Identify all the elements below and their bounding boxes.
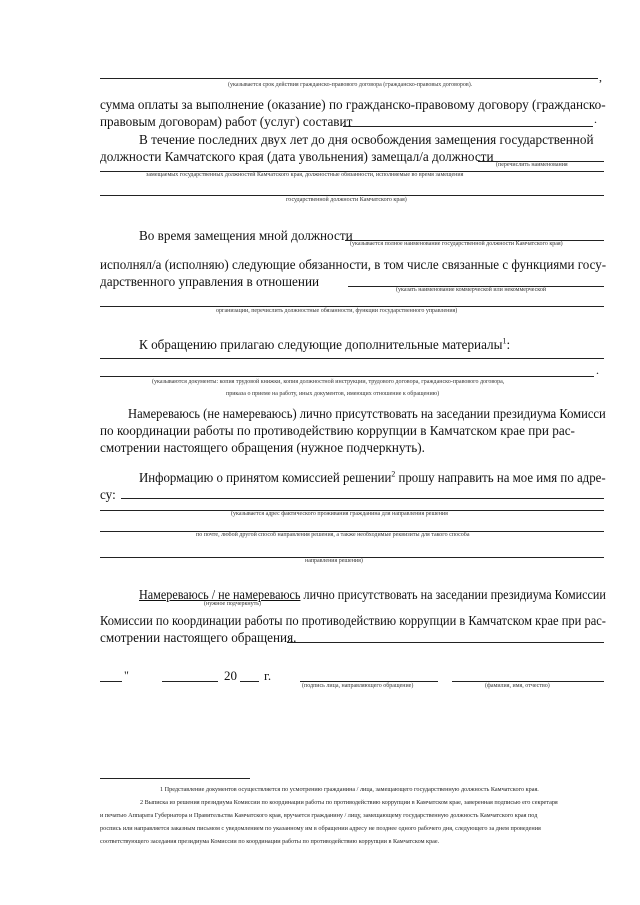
intent-text-2: Комиссии по координации работы по противодействию коррупции в Камчатском крае при рас-: [100, 613, 606, 628]
date-year-suffix: г.: [264, 668, 272, 683]
footnote-separator: [100, 778, 250, 779]
footnote-ref-2: 2: [391, 469, 396, 479]
intent-rest: лично присутствовать на заседании президиума Комиссии: [303, 587, 606, 602]
intent-fill-line[interactable]: [287, 642, 604, 643]
info-label-a: Информацию о принятом комиссией решении: [139, 470, 392, 485]
footnote-2-line-1: 2 Выписка из решения президиума Комиссии по координации работы по противодействию коррупции в Камчатском крае, заверенная подписью его секретаря: [140, 799, 558, 806]
address-caption-post: по почте, любой другой способ направления решения, а также необходимые реквизиты для такого способа: [196, 532, 470, 538]
signature-line[interactable]: [300, 681, 438, 682]
org-caption-1: (указать наименование коммерческой или некоммерческой: [396, 287, 547, 293]
term-line-comma: ,: [599, 70, 602, 84]
presence-text-2: по координации работы по противодействию коррупции в Камчатском крае при рас-: [100, 423, 575, 438]
attach-caption-1: (указываются документы: копия трудовой книжки, копия должностной инструкции, трудового договора, гражданско-правового договора,: [152, 379, 505, 385]
attach-caption-2: приказа о приеме на работу, иных документов, имеющих отношение к обращению): [226, 391, 440, 397]
duties-text-1: исполнял/а (исполняю) следующие обязанности, в том числе связанные с функциями госу-: [100, 257, 607, 272]
attach-label: К обращению прилагаю следующие дополнительные материалы: [139, 337, 503, 352]
info-label-b: прошу направить на мое имя по адре-: [398, 470, 606, 485]
positions-caption-name: государственной должности Камчатского края): [286, 197, 407, 203]
payment-dot: .: [594, 112, 597, 126]
date-day-line-left[interactable]: [100, 681, 122, 682]
term-caption: (указывается срок действия гражданско-правового договора (гражданско-правовых договоров).: [228, 82, 473, 88]
attach-dot: .: [596, 363, 599, 377]
info-text-1: [139, 469, 606, 486]
date-year-line[interactable]: [240, 681, 259, 682]
address-line-1[interactable]: [121, 498, 604, 499]
position-name-caption: (указывается полное наименование государственной должности Камчатского края): [350, 241, 563, 247]
during-text: Во время замещения мной должности: [139, 228, 353, 243]
positions-caption-list: (перечислить наименования: [496, 162, 568, 168]
tenure-text-2: должности Камчатского края (дата увольнения) замещал/а должности: [100, 149, 494, 164]
footnote-ref-1: 1: [502, 336, 507, 346]
payment-text-2: правовым договорам) работ (услуг) составит: [100, 114, 353, 129]
attach-line-1[interactable]: [100, 358, 604, 359]
full-name-line[interactable]: [452, 681, 604, 682]
intent-choice[interactable]: Намереваюсь / не намереваюсь: [139, 587, 301, 602]
footnote-2-line-3: роспись или направляется заказным письмом с уведомлением по указанному им в обращении адресу не позднее одного рабочего дня, следующего за днем проведения: [100, 825, 541, 832]
full-name-caption: (фамилия, имя, отчество): [485, 683, 550, 689]
footnote-2-line-4: соответствующего заседания президиума Комиссии по координации работы по противодействию коррупции в Камчатском крае.: [100, 838, 440, 845]
attach-text: К обращению прилагаю следующие дополнительные материалы$^1$:: [139, 336, 511, 352]
positions-line-3[interactable]: [100, 195, 604, 196]
term-line[interactable]: [100, 78, 598, 79]
payment-text-1: сумма оплаты за выполнение (оказание) по гражданско-правовому договору (гражданско-: [100, 97, 606, 112]
footnote-2-line-2: и печатью Аппарата Губернатора и Правительства Камчатского края, вручается гражданину / лицу, замещающему государственную должность Камчатского края под: [100, 812, 538, 819]
tenure-text-1: В течение последних двух лет до дня освобождения замещения государственной: [139, 132, 594, 147]
org-caption-2: организации, перечислить должностные обязанности, функции государственного управления): [216, 308, 458, 314]
positions-caption: замещаемых государственных должностей Камчатского края, должностные обязанности, исполняемые во время замещения: [146, 172, 464, 178]
intent-text-3: смотрении настоящего обращения.: [100, 630, 297, 645]
duties-text-2: дарственного управления в отношении: [100, 274, 320, 289]
date-month-line[interactable]: [162, 681, 218, 682]
info-text-2: су:: [100, 487, 116, 502]
presence-text-1: Намереваюсь (не намереваюсь) лично присутствовать на заседании президиума Комисси: [128, 406, 606, 421]
signature-caption: (подпись лица, направляющего обращение): [302, 683, 414, 689]
address-caption-sending: направления решения): [305, 558, 363, 564]
footnote-1: 1 Представление документов осуществляется по усмотрению гражданина / лица, замещающего государственную должность Камчатского края.: [160, 786, 539, 793]
date-year-prefix: 20: [224, 668, 237, 683]
intent-caption: (нужное подчеркнуть): [204, 601, 261, 607]
org-line-2[interactable]: [100, 306, 604, 307]
date-quote: ": [124, 668, 129, 682]
address-caption: (указывается адрес фактического проживания гражданина для направления решения: [231, 511, 448, 517]
payment-amount-line[interactable]: [343, 126, 593, 127]
attach-line-2[interactable]: [100, 376, 594, 377]
presence-text-3: смотрении настоящего обращения (нужное подчеркнуть).: [100, 440, 425, 455]
